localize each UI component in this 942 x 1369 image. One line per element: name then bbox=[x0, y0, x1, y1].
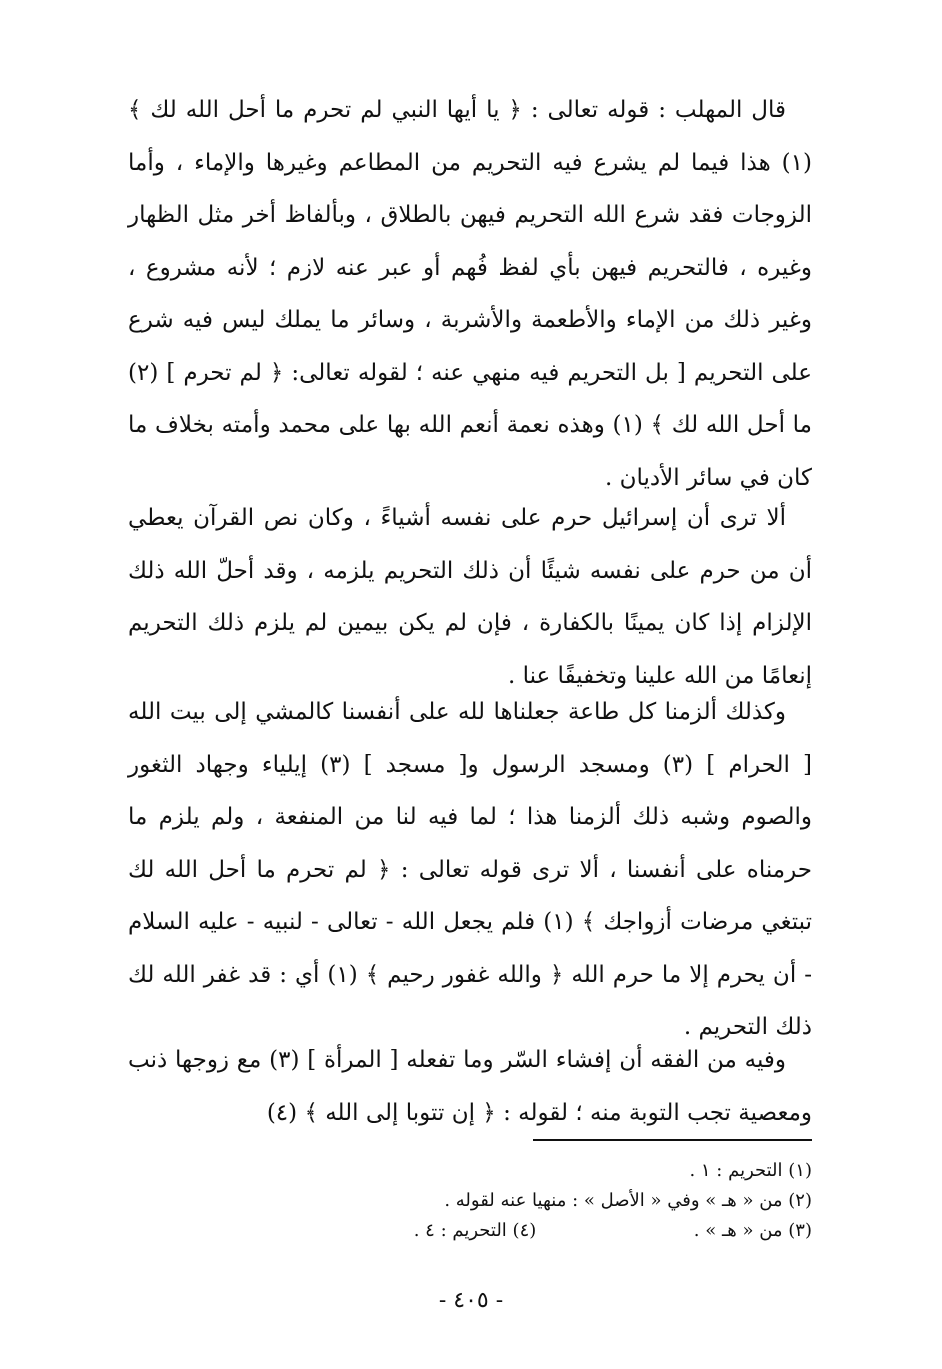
footnote-1: (١) التحريم : ١ . bbox=[689, 1160, 812, 1181]
paragraph-4 bbox=[128, 1034, 812, 1139]
paragraph-text: ألا ترى أن إسرائيل حرم على نفسه أشياءً ، وكان نص القرآن يعطي أن من حرم على نفسه شيئًا أن ذلك التحريم يلزمه ، وقد أحلّ الله ذلك الإلزام إذا كان يمينًا بالكفارة ، فإن لم يكن بيمين لم يلزم ذلك التحريم إنعامًا من الله علينا وتخفيفًا عنا . bbox=[128, 505, 812, 689]
paragraph-1 bbox=[128, 84, 812, 504]
paragraph-text: وفيه من الفقه أن إفشاء السّر وما تفعله [ المرأة ] (٣) مع زوجها ذنب ومعصية تجب التوبة منه ؛ لقوله : ﴿ إن تتوبا إلى الله ﴾ (٤) bbox=[128, 1047, 812, 1126]
footnote-2: (٢) من « هـ » وفي « الأصل » : منهيا عنه لقوله . bbox=[444, 1190, 812, 1211]
paragraph-3 bbox=[128, 686, 812, 1054]
footnote-3: (٣) من « هـ » . bbox=[693, 1220, 812, 1241]
page-number: - ٤٠٥ - bbox=[438, 1288, 504, 1313]
footnote-line-1 bbox=[300, 1156, 812, 1186]
paragraph-2 bbox=[128, 492, 812, 702]
footnote-line-3 bbox=[300, 1216, 812, 1246]
footnotes bbox=[300, 1156, 812, 1246]
paragraph-text: قال المهلب : قوله تعالى : ﴿ يا أيها النبي لم تحرم ما أحل الله لك ﴾(١) هذا فيما لم يشرع فيه التحريم من المطاعم وغيرها والإماء ، وأما الزوجات فقد شرع الله التحريم فيهن بالطلاق ، وبألفاظ أخر مثل الظهار وغيره ، فالتحريم فيهن بأي لفظ فُهم أو عبر عنه لازم ؛ لأنه مشروع ، وغير ذلك من الإماء والأطعمة والأشربة ، وسائر ما يملك ليس فيه شرع على التحريم [ بل التحريم فيه منهي عنه ؛ لقوله تعالى: ﴿ لم تحرم ] (٢) ما أحل الله لك ﴾ (١) وهذه نعمة أنعم الله بها على محمد وأمته بخلاف ما كان في سائر الأديان . bbox=[128, 97, 813, 491]
footnote-divider bbox=[533, 1139, 812, 1141]
footnote-4: (٤) التحريم : ٤ . bbox=[413, 1220, 537, 1241]
footnote-line-2 bbox=[300, 1186, 812, 1216]
paragraph-text: وكذلك ألزمنا كل طاعة جعلناها لله على أنفسنا كالمشي إلى بيت الله [ الحرام ] (٣) ومسجد الرسول و[ مسجد ] (٣) إيلياء وجهاد الثغور والصوم وشبه ذلك ألزمنا هذا ؛ لما فيه لنا من المنفعة ، ولم يلزم ما حرمناه على أنفسنا ، ألا ترى قوله تعالى : ﴿ لم تحرم ما أحل الله لك تبتغي مرضات أزواجك ﴾ (١) فلم يجعل الله - تعالى - لنبيه - عليه السلام - أن يحرم إلا ما حرم الله ﴿ والله غفور رحيم ﴾ (١) أي : قد غفر الله لك ذلك التحريم . bbox=[128, 699, 812, 1040]
